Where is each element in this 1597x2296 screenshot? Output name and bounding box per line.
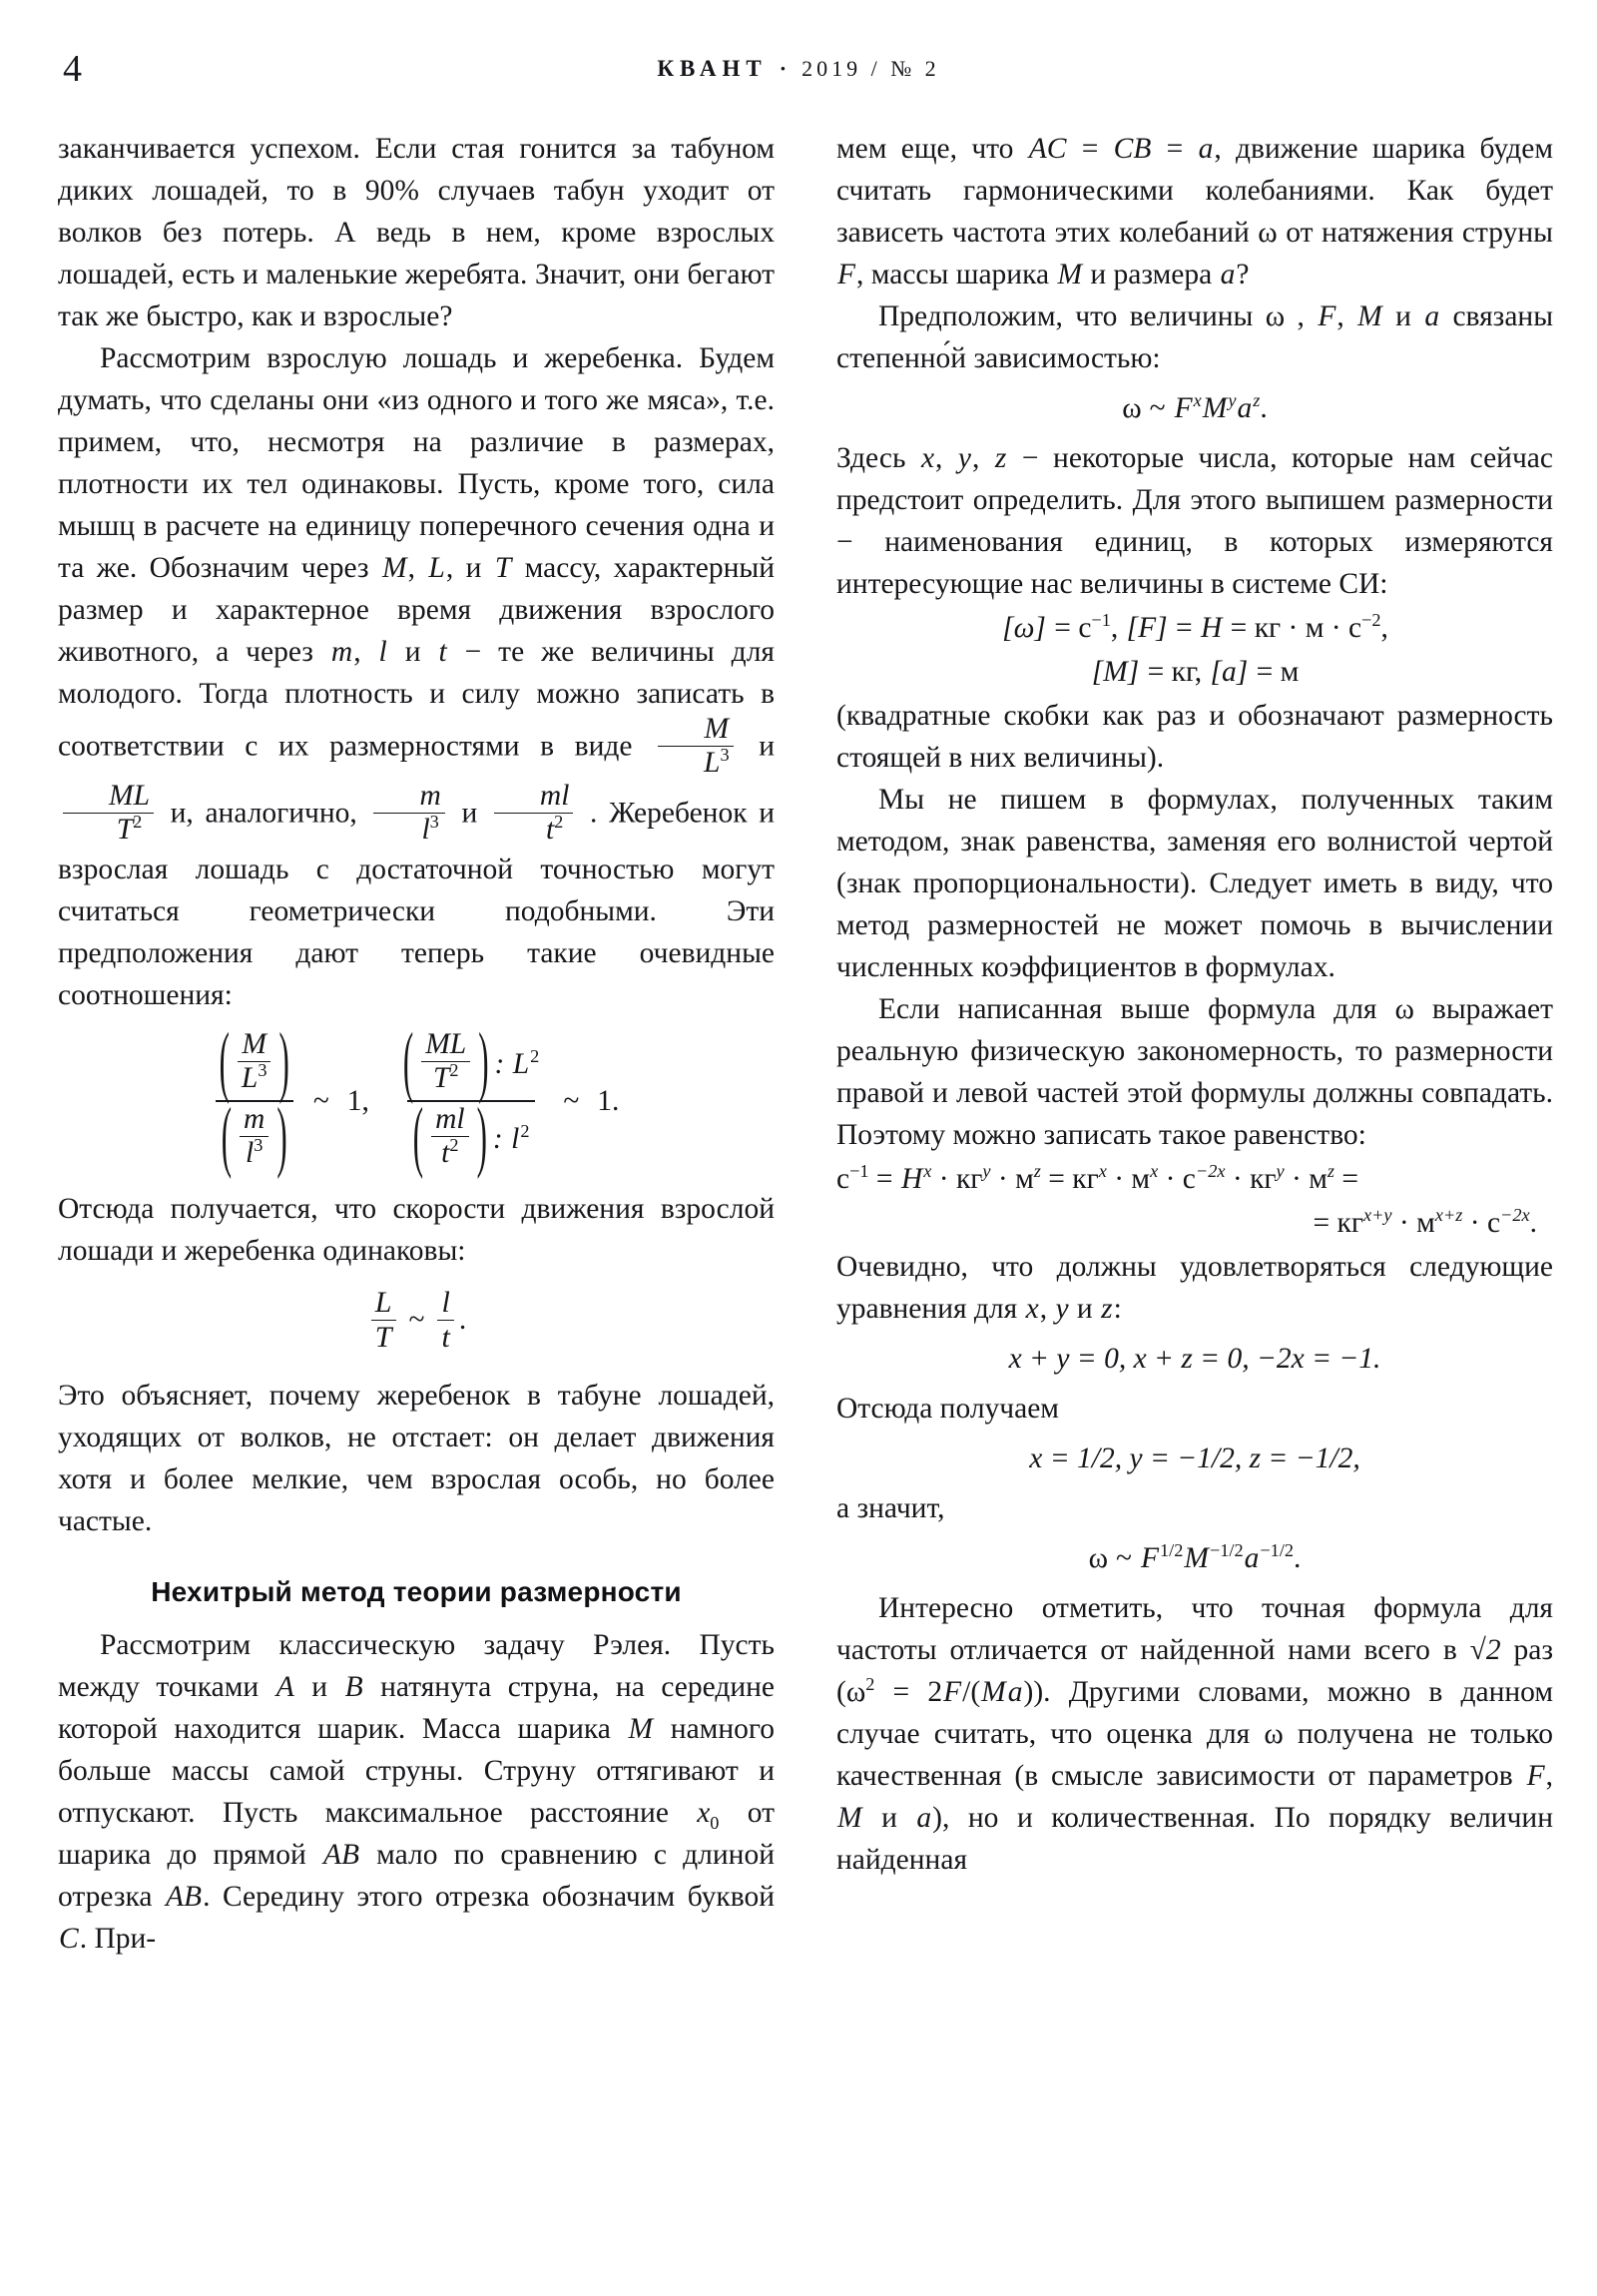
display-equation-ratios <box>58 1030 775 1172</box>
var-base: x <box>697 1796 711 1829</box>
paragraph-text: заканчивается успехом. Если стая гонится за табуном диких лошадей, то в 90% случаев табун уходит от волков без потерь. А ведь в нем, кроме взрослых лошадей, есть и маленькие жеребята. Значит, они бегают так же быстро, как и взрослые? <box>58 133 775 332</box>
var-subscript: 0 <box>710 1812 720 1833</box>
math-var-AC: AC <box>1028 133 1067 165</box>
equals-sign: = <box>1168 612 1200 644</box>
paragraph-text: − те же величины для молодого. Тогда плотность и силу можно записать в соответствии с их размерностями в виде <box>58 636 775 763</box>
paragraph <box>836 695 1553 779</box>
multiplication-dot: · <box>1281 612 1306 644</box>
paragraph-text: и <box>449 797 489 830</box>
paragraph-text: и <box>1382 300 1424 332</box>
inline-fraction-m-over-l3 <box>373 780 444 847</box>
exponent: z <box>1327 1161 1334 1182</box>
page-header <box>58 48 1539 110</box>
math-var-M: M <box>1357 300 1382 332</box>
paragraph <box>58 337 775 1016</box>
proportional-sign: ~ <box>563 1084 580 1117</box>
equals-sign: = <box>868 1163 900 1195</box>
math-var-M: M <box>1184 1542 1209 1574</box>
display-equation-system: x + y = 0, x + z = 0, −2x = −1. <box>1008 1343 1381 1375</box>
math-var-C: C <box>59 1922 79 1955</box>
period: . <box>458 1304 467 1337</box>
colon-and-power <box>487 1123 530 1155</box>
bracket-omega: [ω] <box>1002 612 1046 644</box>
den-exponent: 3 <box>254 1135 264 1156</box>
paragraph <box>836 128 1553 295</box>
den-exponent: 3 <box>720 745 730 766</box>
fraction-numerator: ( ML <box>425 1028 467 1061</box>
math-var-A: A <box>275 1670 294 1703</box>
punct: , <box>972 442 994 474</box>
equals-sign: = <box>1067 133 1113 165</box>
right-column <box>836 128 1553 1881</box>
math-var-F: F <box>837 259 856 290</box>
running-head <box>58 56 1539 82</box>
math-var-F: F <box>1318 300 1336 332</box>
paragraph-text: . Середину этого отрезка обозначим буквой <box>203 1880 775 1913</box>
exponent: x <box>923 1161 932 1182</box>
math-var-x: x <box>920 442 935 474</box>
exponent: x+z <box>1434 1205 1463 1226</box>
unit-second: с <box>1347 612 1362 644</box>
close-paren: )) <box>1023 1676 1044 1708</box>
unit-kilogram: кг <box>1336 1207 1363 1239</box>
exponent: −1 <box>1091 610 1111 631</box>
paragraph-text: намного больше массы самой струны. Струну оттягивают и отпускают. Пусть максимальное расстояние <box>58 1712 775 1829</box>
paragraph-text: ), но и количественная. По порядку величин найденная <box>836 1802 1553 1876</box>
fraction-numerator: ( m <box>244 1103 266 1136</box>
paragraph-text: Рассмотрим взрослую лошадь и жеребенка. Будем думать, что сделаны они «из одного и того же мяса», т.е. примем, что, несмотря на различие в размерах, плотности их тел одинаковы. Пусть, кроме того, сила мышц в расчете на единицу поперечного сечения одна и та же. Обозначим через <box>58 342 775 584</box>
exponent: y <box>1276 1161 1285 1182</box>
punct: , <box>1110 612 1126 644</box>
header-separator: · <box>779 56 791 81</box>
paragraph <box>836 1487 1553 1529</box>
punct: , <box>1545 1760 1553 1792</box>
punct: , <box>935 442 957 474</box>
fraction-numerator: m <box>419 780 441 813</box>
unit-second: с <box>836 1163 850 1195</box>
paragraph-text: и <box>294 1670 344 1703</box>
paragraph-text: − некоторые числа, которые нам сейчас предстоит определить. Для этого выпишем размерности − наименования единиц, в которых измеряются интересующие нас величины в системе СИ: <box>836 442 1553 600</box>
exact-formula-inline <box>836 1676 1043 1708</box>
paragraph-text: Мы не пишем в формулах, полученных таким методом, знак равенства, заменяя его волнистой чертой (знак пропорциональности). Следует иметь в виду, что метод размерностей не может помочь в вычислении численных коэффициентов в формулах. <box>836 784 1553 983</box>
paragraph-text: и <box>862 1802 916 1834</box>
proportional-sign: ~ <box>1149 392 1166 424</box>
unit-kilogram: кг <box>1254 612 1282 644</box>
den-base: l <box>246 1137 255 1170</box>
paragraph-text: Здесь <box>836 442 920 474</box>
equals-sign: = <box>1152 133 1198 165</box>
math-var-F: F <box>1140 1542 1159 1574</box>
punct: , <box>1039 1293 1055 1325</box>
math-var-M: M <box>1057 259 1083 290</box>
unit-kilogram: кг <box>955 1163 983 1195</box>
den-exponent: 2 <box>133 812 143 833</box>
equals-sign: = <box>1249 656 1281 688</box>
paragraph-text: : <box>1113 1293 1122 1325</box>
den-exponent: 3 <box>258 1060 267 1081</box>
unit-kilogram: кг <box>1171 656 1195 688</box>
unit-meter: м <box>1416 1207 1435 1239</box>
math-var-omega: ω <box>1394 993 1414 1025</box>
unit-newton: H <box>1200 612 1223 644</box>
exponent: −2x <box>1500 1205 1530 1226</box>
bracket-F: [F] <box>1126 612 1168 644</box>
math-var-m: m <box>330 636 353 668</box>
multiplication-dot: · <box>1324 612 1348 644</box>
compound-fraction-right <box>397 1030 545 1172</box>
display-equation-solution: x = 1/2, y = −1/2, z = −1/2, <box>1029 1442 1360 1474</box>
den-exponent: 2 <box>449 1135 459 1156</box>
unit-second: с <box>1182 1163 1196 1195</box>
equals-sign: = <box>1040 1163 1073 1195</box>
math-var-T: T <box>494 552 512 584</box>
rhs-value: 1. <box>597 1084 620 1117</box>
fraction-denominator: t <box>437 1320 453 1355</box>
unit-second: с <box>1078 612 1092 644</box>
section-heading: Нехитрый метод теории размерности <box>151 1575 682 1607</box>
exponent: y <box>982 1161 991 1182</box>
suffix-exponent: 2 <box>530 1046 540 1067</box>
multiplication-dot: · <box>1284 1163 1310 1195</box>
math-var-omega: ω <box>845 1676 866 1708</box>
math-var-B: B <box>344 1670 363 1703</box>
fraction-numerator: ML <box>109 780 150 813</box>
paren-group <box>403 1030 489 1097</box>
paragraph-text: связаны степенно́й зависимостью: <box>836 300 1554 374</box>
paragraph <box>836 1246 1553 1330</box>
paragraph-text: раз <box>1500 1634 1554 1666</box>
period: . <box>1260 392 1268 424</box>
paragraph <box>836 437 1553 605</box>
math-var-omega: ω <box>1264 1718 1284 1750</box>
paragraph-text: Рассмотрим классическую задачу Рэлея. Пусть между точками <box>58 1628 775 1703</box>
paragraph-text: и <box>738 730 775 763</box>
math-var-AB: AB <box>322 1838 359 1871</box>
math-var-M: M <box>981 1676 1006 1708</box>
fraction-ML-over-T2 <box>421 1028 470 1095</box>
fraction-denominator <box>658 746 734 780</box>
fraction-l-over-t <box>437 1286 453 1354</box>
suffix-exponent: 2 <box>520 1121 530 1142</box>
paragraph-text: мало по сравнению с длиной отрезка <box>58 1838 775 1913</box>
math-var-t: t <box>438 636 447 668</box>
fraction-denominator: T <box>371 1320 396 1355</box>
rhs-value: 1, <box>346 1084 369 1117</box>
unit-meter: м <box>1309 1163 1328 1195</box>
inline-fraction-ML-over-T2 <box>63 780 154 847</box>
punct: , <box>1194 656 1210 688</box>
multiplication-dot: · <box>990 1163 1016 1195</box>
unit-kilogram: кг <box>1250 1163 1277 1195</box>
paragraph-text: натянута струна, на середине которой находится шарик. Масса шарика <box>58 1670 775 1745</box>
paragraph-text: и <box>387 636 438 668</box>
fraction-L-over-T <box>371 1286 396 1354</box>
math-var-omega: ω <box>1258 217 1278 249</box>
paragraph <box>58 128 775 337</box>
paragraph-text: . Другими словами, можно в данном случае считать, что оценка для <box>836 1676 1554 1750</box>
paragraph-text: Это объясняет, почему жеребенок в табуне лошадей, уходящих от волков, не отстает: он делает движения хотя и более мелкие, чем взрослая особь, но более частые. <box>58 1379 775 1537</box>
math-var-M: M <box>1202 392 1228 424</box>
two-column-layout <box>58 128 1554 1960</box>
display-equation-final <box>836 1537 1553 1579</box>
fraction-numerator: M <box>704 713 730 745</box>
paragraph-text: ? <box>1236 259 1250 290</box>
colon: : <box>492 1123 503 1156</box>
math-var-a: a <box>1007 1676 1023 1708</box>
exponent: 1/2 <box>1160 1540 1184 1561</box>
display-equation-power-law <box>836 387 1553 429</box>
exponent: −1/2 <box>1260 1540 1295 1561</box>
math-var-l: l <box>378 636 387 668</box>
display-equation-speed <box>58 1285 775 1356</box>
math-var-omega: ω <box>1265 300 1286 332</box>
fraction-denominator <box>431 1136 469 1170</box>
paragraph <box>836 988 1553 1156</box>
den-base: t <box>545 814 555 847</box>
colon-and-power <box>489 1048 540 1080</box>
display-equation-dim-balance-1 <box>836 1158 1553 1200</box>
unit-kilogram: кг <box>1072 1163 1099 1195</box>
multiplication-dot: · <box>1391 1207 1417 1239</box>
paragraph <box>836 1388 1553 1430</box>
fraction-numerator: ml <box>539 780 570 813</box>
paragraph <box>58 1188 775 1272</box>
paren-group <box>222 1105 287 1172</box>
fraction-numerator: ( M <box>242 1028 266 1061</box>
unit-second: с <box>1486 1207 1501 1239</box>
math-var-y: y <box>957 442 972 474</box>
multiplication-dot: · <box>1106 1163 1132 1195</box>
paragraph-text: Предположим, что величины <box>878 300 1266 332</box>
issue-label: 2019 / № 2 <box>801 56 940 81</box>
bracket-a: [a] <box>1210 656 1249 688</box>
paragraph-text: Интересно отметить, что точная формула для частоты отличается от найденной нами всего в <box>836 1592 1553 1666</box>
paragraph-text: выражает реальную физическую закономерность, то размерности правой и левой частей этой формулы должны совпадать. Поэтому можно записать такое равенство: <box>836 993 1553 1151</box>
math-var-CB: CB <box>1113 133 1152 165</box>
math-var-x: x <box>1025 1293 1039 1325</box>
sqrt-two: √2 <box>1469 1634 1501 1666</box>
exponent: x <box>1150 1161 1159 1182</box>
unit-meter: м <box>1131 1163 1151 1195</box>
punct: , <box>1380 612 1388 644</box>
den-base: t <box>441 1137 450 1170</box>
equals-sign: = <box>1313 1207 1337 1239</box>
equals-sign: = 2 <box>874 1676 943 1708</box>
compound-denominator <box>216 1100 293 1172</box>
paren-group <box>220 1030 289 1097</box>
math-var-a: a <box>1237 392 1253 424</box>
exponent: 2 <box>865 1674 875 1695</box>
math-var-AB: AB <box>166 1880 203 1913</box>
unit-newton: H <box>900 1163 923 1195</box>
punct: , <box>1285 300 1318 332</box>
math-var-omega: ω <box>1088 1542 1108 1574</box>
math-var-L: L <box>428 552 445 584</box>
fraction-numerator: l <box>441 1285 450 1320</box>
fraction-denominator <box>373 813 444 847</box>
math-var-M: M <box>382 552 407 584</box>
paragraph <box>58 1375 775 1542</box>
multiplication-dot: · <box>931 1163 956 1195</box>
fraction-denominator <box>240 1136 268 1170</box>
math-var-F: F <box>1526 1760 1545 1792</box>
exponent: −1 <box>849 1161 869 1182</box>
math-var-M: M <box>628 1712 654 1745</box>
unit-meter: м <box>1305 612 1325 644</box>
suffix-base: L <box>512 1048 530 1081</box>
exponent: x+y <box>1362 1205 1392 1226</box>
paren-group <box>413 1105 487 1172</box>
math-var-F: F <box>943 1676 962 1708</box>
paragraph-text: получена не только качественная (в смысле зависимости от параметров <box>836 1718 1553 1792</box>
paragraph-text: , и <box>445 552 494 584</box>
paragraph-text: мем еще, что <box>836 133 1028 165</box>
math-var-a: a <box>916 1802 932 1834</box>
fraction-m-over-l3 <box>240 1103 268 1170</box>
multiplication-dot: · <box>1225 1163 1251 1195</box>
punct: , <box>1336 300 1357 332</box>
paragraph-text: Очевидно, что должны удовлетворяться следующие уравнения для <box>836 1251 1553 1325</box>
fraction-denominator <box>238 1061 271 1095</box>
open-paren: ( <box>836 1676 846 1708</box>
math-var-y: y <box>1055 1293 1069 1325</box>
paragraph-text: Отсюда получаем <box>836 1393 1059 1425</box>
paragraph-text: и размера <box>1083 259 1220 290</box>
fraction-denominator <box>421 1061 470 1095</box>
den-base: l <box>421 814 430 847</box>
fraction-ml-over-t2 <box>431 1103 469 1170</box>
paragraph-text: от шарика до прямой <box>58 1796 775 1871</box>
punct: , <box>407 552 428 584</box>
math-var-M: M <box>837 1802 862 1834</box>
paragraph-text: , массы шарика <box>856 259 1057 290</box>
compound-numerator <box>214 1030 295 1100</box>
paragraph-text: массу, характерный размер и характерное время движения взрослого животного, а через <box>58 552 775 668</box>
left-column <box>58 128 775 1960</box>
den-base: L <box>241 1062 259 1095</box>
exponent-y: y <box>1228 390 1237 411</box>
equals-sign: = <box>1223 612 1255 644</box>
unit-meter: м <box>1015 1163 1034 1195</box>
punct: , <box>353 636 378 668</box>
den-base: T <box>432 1062 450 1095</box>
page-number: 4 <box>63 48 82 90</box>
display-equation-dim-balance-2 <box>836 1202 1553 1244</box>
equals-sign: = <box>1046 612 1079 644</box>
unit-meter: м <box>1280 656 1300 688</box>
math-var-F: F <box>1174 392 1193 424</box>
slash: /( <box>962 1676 981 1708</box>
exponent-z: z <box>1253 390 1261 411</box>
math-var-a: a <box>1244 1542 1260 1574</box>
math-var-a: a <box>1220 259 1236 290</box>
fraction-M-over-L3 <box>238 1028 271 1095</box>
fraction-numerator: ( ml <box>435 1103 465 1136</box>
exponent: −2x <box>1195 1161 1226 1182</box>
proportional-sign: ~ <box>1116 1542 1132 1574</box>
period: . <box>1529 1207 1537 1239</box>
bracket-M: [M] <box>1091 656 1140 688</box>
paragraph-text: , движение шарика будем считать гармоническими колебаниями. Как будет зависеть частота этих колебаний <box>836 133 1554 249</box>
inline-fraction-ml-over-t2 <box>494 780 574 847</box>
paragraph-text: (квадратные скобки как раз и обозначают размерность стоящей в них величины). <box>836 700 1553 774</box>
paragraph-text: . При- <box>79 1922 157 1955</box>
den-base: L <box>704 747 721 780</box>
math-var-z: z <box>994 442 1007 474</box>
period: . <box>1294 1542 1302 1574</box>
paragraph <box>836 295 1553 379</box>
paragraph-text: от натяжения струны <box>1277 217 1553 249</box>
den-exponent: 2 <box>554 812 564 833</box>
math-var-a: a <box>1198 133 1214 165</box>
paragraph-text: Отсюда получается, что скорости движения взрослой лошади и жеребенка одинаковы: <box>58 1193 775 1268</box>
inline-fraction-M-over-L3 <box>658 713 734 780</box>
suffix-base: l <box>511 1123 520 1156</box>
compound-fraction-left <box>214 1030 295 1172</box>
math-var-omega: ω <box>1122 392 1142 424</box>
paragraph <box>836 1587 1553 1881</box>
math-var-a: a <box>1424 300 1440 332</box>
equals-sign: = <box>1334 1163 1359 1195</box>
display-equation-dimensions-2 <box>836 651 1553 693</box>
multiplication-dot: · <box>1158 1163 1183 1195</box>
exponent: z <box>1033 1161 1041 1182</box>
proportional-sign: ~ <box>408 1304 425 1337</box>
exponent-x: x <box>1193 390 1202 411</box>
exponent: −2 <box>1361 610 1381 631</box>
fraction-numerator: L <box>374 1285 392 1320</box>
equals-sign: = <box>1140 656 1172 688</box>
paragraph-text: . Жеребенок и взрослая лошадь с достаточной точностью могут считаться геометрически подобными. Эти предположения дают теперь такие очевидные соотношения: <box>58 797 775 1012</box>
math-var-z: z <box>1101 1293 1113 1325</box>
den-base: T <box>116 814 134 847</box>
paragraph-text: и <box>1069 1293 1101 1325</box>
magazine-title: КВАНТ <box>657 56 768 81</box>
math-var-x0 <box>696 1796 720 1833</box>
colon: : <box>494 1048 505 1081</box>
fraction-denominator <box>494 813 574 847</box>
paragraph-text: Если написанная выше формула для <box>878 993 1395 1025</box>
fraction-denominator <box>63 813 154 847</box>
den-exponent: 3 <box>429 812 439 833</box>
paragraph <box>836 779 1553 988</box>
paragraph <box>58 1624 775 1960</box>
multiplication-dot: · <box>1462 1207 1487 1239</box>
compound-denominator <box>407 1100 536 1172</box>
exponent: x <box>1098 1161 1107 1182</box>
den-exponent: 2 <box>449 1060 459 1081</box>
proportional-sign: ~ <box>312 1084 329 1117</box>
compound-numerator <box>397 1030 545 1100</box>
display-equation-dimensions-1 <box>836 607 1553 649</box>
exponent: −1/2 <box>1209 1540 1244 1561</box>
paragraph-text: и, аналогично, <box>158 797 369 830</box>
paragraph-text: а значит, <box>836 1492 945 1524</box>
